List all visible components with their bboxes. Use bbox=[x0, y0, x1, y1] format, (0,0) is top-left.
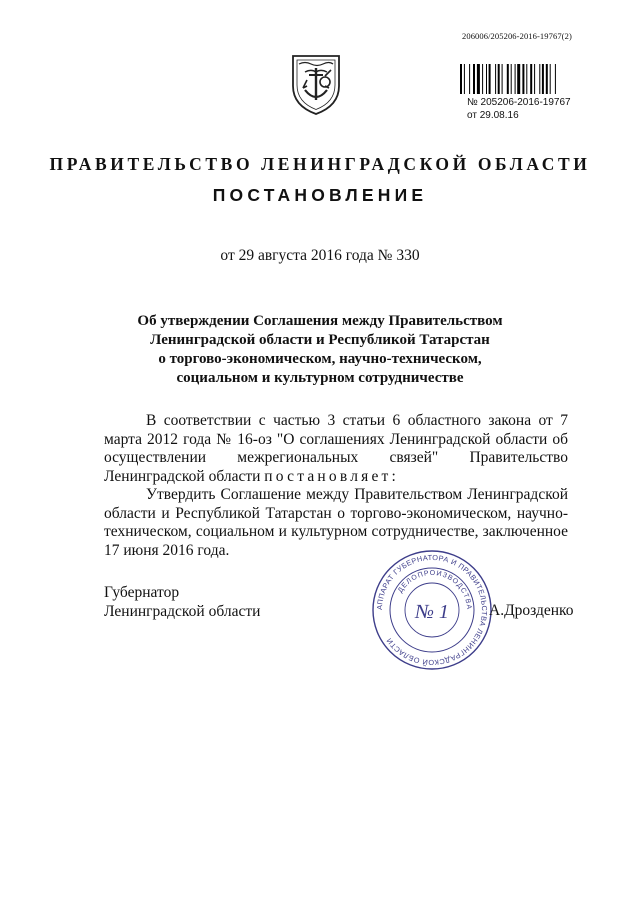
stamp-ring-text: АППАРАТ ГУБЕРНАТОРА И ПРАВИТЕЛЬСТВА ЛЕНИНГРАДСКОЙ ОБЛАСТИ bbox=[374, 552, 490, 668]
barcode-bar bbox=[511, 64, 512, 94]
barcode-bar bbox=[515, 64, 516, 94]
document-type: ПОСТАНОВЛЕНИЕ bbox=[212, 185, 428, 205]
barcode-bar bbox=[517, 64, 520, 94]
registration-info bbox=[467, 96, 571, 122]
barcode-bar bbox=[460, 64, 462, 94]
barcode-bar bbox=[469, 64, 470, 94]
document-subject bbox=[0, 312, 640, 388]
coat-of-arms-icon bbox=[289, 52, 343, 116]
signatory-position bbox=[104, 583, 260, 621]
barcode-bar bbox=[507, 64, 509, 94]
barcode-bar bbox=[550, 64, 551, 94]
issuing-authority: ПРАВИТЕЛЬСТВО ЛЕНИНГРАДСКОЙ ОБЛАСТИ bbox=[49, 154, 591, 174]
subject-line: социальном и культурном сотрудничестве bbox=[176, 370, 464, 386]
subject-line: Об утверждении Соглашения между Правительством bbox=[137, 313, 503, 329]
official-stamp bbox=[370, 548, 494, 672]
barcode-bar bbox=[542, 64, 544, 94]
barcode-bar bbox=[539, 64, 540, 94]
barcode-bar bbox=[473, 64, 475, 94]
barcode-bar bbox=[489, 64, 491, 94]
barcode-icon bbox=[460, 64, 586, 94]
barcode-bar bbox=[534, 64, 535, 94]
barcode-bar bbox=[526, 64, 527, 94]
barcode-bar bbox=[498, 64, 500, 94]
barcode-bar bbox=[530, 64, 532, 94]
body-paragraph-preamble bbox=[104, 412, 568, 486]
position-line: Губернатор bbox=[104, 584, 180, 601]
barcode-bar bbox=[555, 64, 556, 94]
subject-line: Ленинградской области и Республикой Татарстан bbox=[150, 332, 490, 348]
preamble-text: В соответствии с частью 3 статьи 6 областного закона от 7 марта 2012 года № 16-оз "О соглашениях Ленинградской области об осуществлении межрегиональных связей" Правительство Ленинградской области bbox=[104, 412, 568, 485]
signatory-name: А.Дрозденко bbox=[489, 602, 574, 619]
barcode-bar bbox=[522, 64, 524, 94]
document-date-number: от 29 августа 2016 года № 330 bbox=[220, 247, 420, 264]
position-line: Ленинградской области bbox=[104, 603, 261, 620]
stamp-number: № 1 bbox=[415, 601, 449, 623]
barcode-bar bbox=[486, 64, 487, 94]
barcode-bar bbox=[502, 64, 503, 94]
resolves-word: постановляет: bbox=[264, 467, 400, 485]
barcode-bar bbox=[477, 64, 480, 94]
document-body bbox=[104, 412, 568, 560]
barcode-bar bbox=[482, 64, 483, 94]
barcode-bar bbox=[464, 64, 465, 94]
barcode-bar bbox=[546, 64, 548, 94]
stamp-inner-text: ДЕЛОПРОИЗВОДСТВА bbox=[397, 569, 473, 611]
body-paragraph-decision: Утвердить Соглашение между Правительством Ленинградской области и Республикой Татарстан о торгово-экономическом, научно-техническом, социальном и культурном сотрудничестве, заключенное 17 июня 2016 года. bbox=[104, 486, 568, 559]
registration-date: от 29.08.16 bbox=[467, 110, 519, 121]
subject-line: о торгово-экономическом, научно-техническом, bbox=[158, 351, 482, 367]
registration-number: № 205206-2016-19767 bbox=[467, 97, 571, 108]
document-reference: 206006/205206-2016-19767(2) bbox=[462, 31, 572, 41]
barcode-bar bbox=[495, 64, 496, 94]
